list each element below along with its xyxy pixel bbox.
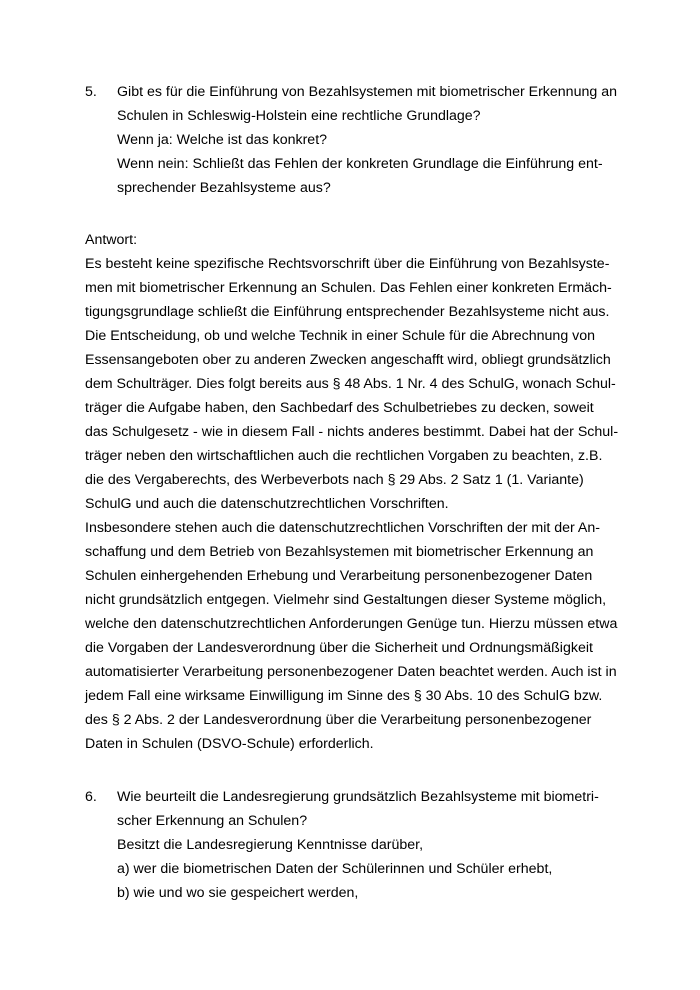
question-5-line: Wenn nein: Schließt das Fehlen der konkreten Grundlage die Einführung ent- bbox=[117, 156, 603, 172]
question-5-number: 5. bbox=[85, 84, 97, 100]
answer-line: Daten in Schulen (DSVO-Schule) erforderlich. bbox=[85, 736, 374, 752]
answer-line: welche den datenschutzrechtlichen Anforderungen Genüge tun. Hierzu müssen etwa bbox=[85, 616, 618, 632]
question-5-line: Schulen in Schleswig-Holstein eine rechtliche Grundlage? bbox=[117, 108, 481, 124]
question-6-line: Wie beurteilt die Landesregierung grundsätzlich Bezahlsysteme mit biometri- bbox=[117, 789, 599, 805]
answer-line: automatisierter Verarbeitung personenbezogener Daten beachtet werden. Auch ist in bbox=[85, 664, 617, 680]
answer-line: dem Schulträger. Dies folgt bereits aus § 48 Abs. 1 Nr. 4 des SchulG, wonach Schul- bbox=[85, 376, 616, 392]
question-5-line: Wenn ja: Welche ist das konkret? bbox=[117, 132, 328, 148]
answer-line: Essensangeboten ober zu anderen Zwecken angeschafft wird, obliegt grundsätzlich bbox=[85, 352, 611, 368]
question-6-line: b) wie und wo sie gespeichert werden, bbox=[117, 885, 359, 901]
answer-line: träger die Aufgabe haben, den Sachbedarf des Schulbetriebes zu decken, soweit bbox=[85, 400, 594, 416]
question-5-line: sprechender Bezahlsysteme aus? bbox=[117, 180, 331, 196]
answer-line: tigungsgrundlage schließt die Einführung entsprechender Bezahlsysteme nicht aus. bbox=[85, 304, 610, 320]
answer-line: die Vorgaben der Landesverordnung über die Sicherheit und Ordnungsmäßigkeit bbox=[85, 640, 593, 656]
answer-label: Antwort: bbox=[85, 232, 138, 248]
question-6-line: a) wer die biometrischen Daten der Schülerinnen und Schüler erhebt, bbox=[117, 861, 553, 877]
answer-line: das Schulgesetz - wie in diesem Fall - nichts anderes bestimmt. Dabei hat der Schul- bbox=[85, 424, 619, 440]
answer-line: träger neben den wirtschaftlichen auch die rechtlichen Vorgaben zu beachten, z.B. bbox=[85, 448, 603, 464]
answer-line: men mit biometrischer Erkennung an Schulen. Das Fehlen einer konkreten Ermäch- bbox=[85, 280, 612, 296]
answer-line: nicht grundsätzlich entgegen. Vielmehr sind Gestaltungen dieser Systeme möglich, bbox=[85, 592, 607, 608]
answer-line: Es besteht keine spezifische Rechtsvorschrift über die Einführung von Bezahlsyste- bbox=[85, 256, 610, 272]
answer-line: Schulen einhergehenden Erhebung und Verarbeitung personenbezogener Daten bbox=[85, 568, 593, 584]
question-5-line: Gibt es für die Einführung von Bezahlsystemen mit biometrischer Erkennung an bbox=[117, 84, 617, 100]
answer-line: des § 2 Abs. 2 der Landesverordnung über die Verarbeitung personenbezogener bbox=[85, 712, 592, 728]
question-6-number: 6. bbox=[85, 789, 97, 805]
answer-line: die des Vergaberechts, des Werbeverbots nach § 29 Abs. 2 Satz 1 (1. Variante) bbox=[85, 472, 584, 488]
answer-line: Insbesondere stehen auch die datenschutzrechtlichen Vorschriften der mit der An- bbox=[85, 520, 600, 536]
question-6-line: scher Erkennung an Schulen? bbox=[117, 813, 308, 829]
answer-line: SchulG und auch die datenschutzrechtlichen Vorschriften. bbox=[85, 496, 449, 512]
question-6-line: Besitzt die Landesregierung Kenntnisse darüber, bbox=[117, 837, 424, 853]
answer-line: schaffung und dem Betrieb von Bezahlsystemen mit biometrischer Erkennung an bbox=[85, 544, 594, 560]
answer-line: Die Entscheidung, ob und welche Technik in einer Schule für die Abrechnung von bbox=[85, 328, 596, 344]
answer-line: jedem Fall eine wirksame Einwilligung im Sinne des § 30 Abs. 10 des SchulG bzw. bbox=[85, 688, 603, 704]
